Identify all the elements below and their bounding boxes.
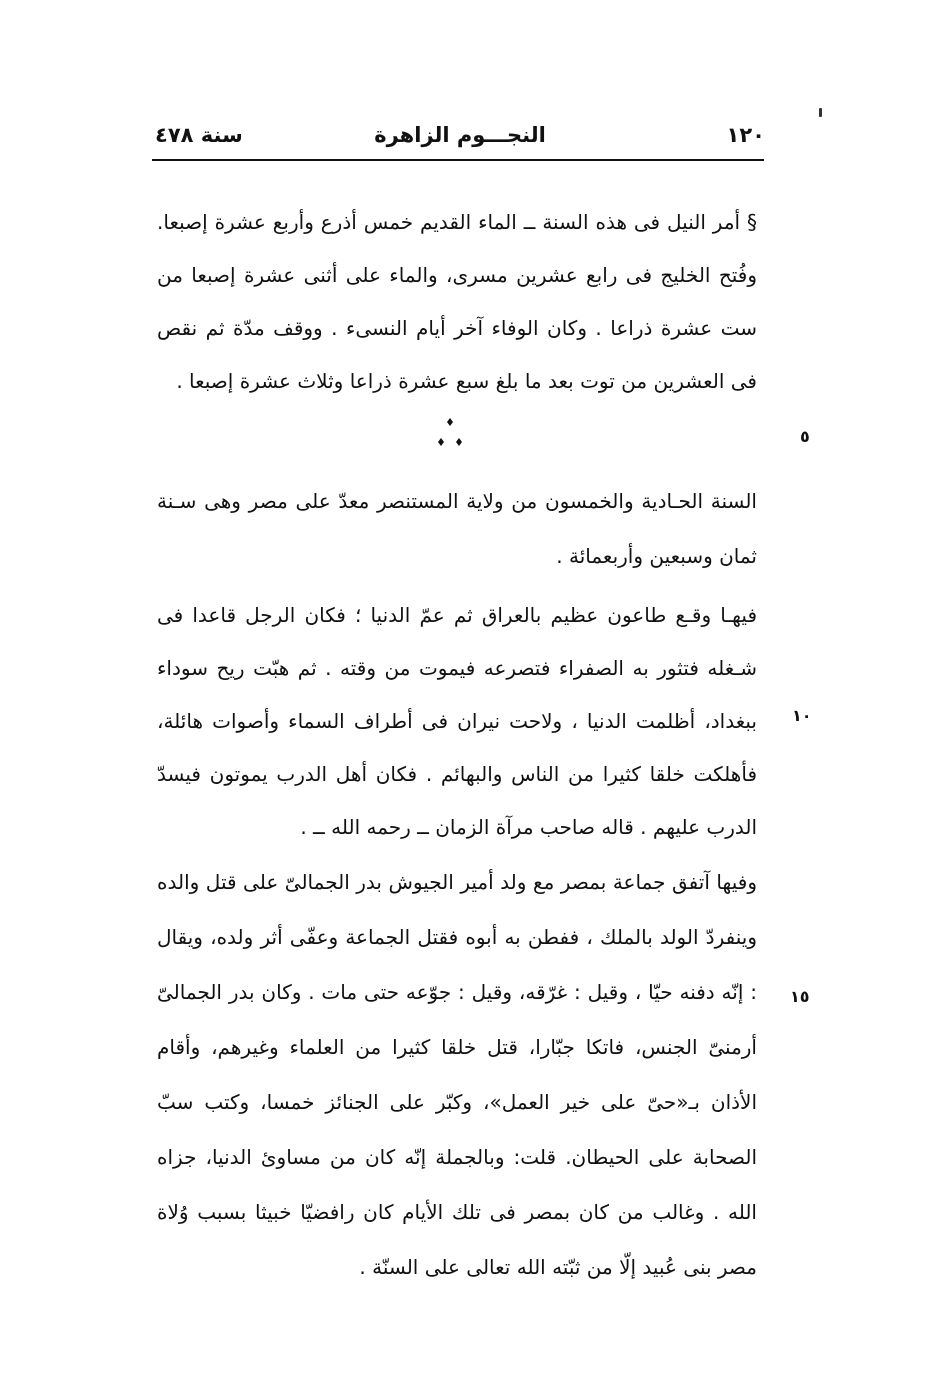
paragraph-text: § أمر النيل فى هذه السنة ــ الماء القديم خمس أذرع وأربع عشرة إصبعا. وفُتح الخليج فى رابع عشرين مسرى، والماء على أثنى عشرة إصبعا من ست عشرة ذراعا . وكان الوفاء آخر أيام النسىء . ووقف مدّة ثم نقص فى العشرين من توت بعد ما بلغ سبع عشرة ذراعا وثلاث عشرة إصبعا .: [157, 210, 757, 393]
paragraph-text: وفيها آتفق جماعة بمصر مع ولد أمير الجيوش بدر الجمالىّ على قتل والده وينفردّ الولد بالملك ، ففطن به أبوه فقتل الجماعة وعفّى أثر ولده، ويقال : إنّه دفنه حيّا ، وقيل : غرّقه، وقيل : جوّعه حتى مات . وكان بدر الجمالىّ أرمنىّ الجنس، فاتكا جبّارا، قتل خلقا كثيرا من العلماء وغيرهم، وأقام الأذان بـ«حىّ على خير العمل»، وكبّر على الجنائز خمسا، وكتب سبّ الصحابة على الحيطان. قلت: وبالجملة إنّه كان من مساوئ الدنيا، جزاه الله . وغالب من كان بمصر فى تلك الأيام كان رافضيّا خبيثا بسبب وُلاة مصر بنى عُبيد إلّا من ثبّته الله تعالى على السنّة .: [157, 870, 757, 1279]
paragraph-nile: [157, 196, 757, 408]
margin-line-number: ١٠: [792, 706, 812, 725]
paragraph-year-heading: [157, 474, 757, 584]
margin-line-number: ١٥: [790, 987, 810, 1006]
margin-line-number: ٥: [800, 427, 810, 446]
paragraph-text: فيهـا وقـع طاعون عظيم بالعراق ثم عمّ الدنيا ؛ فكان الرجل قاعدا فى شـغله فتثور به الصفراء فتصرعه فيموت من وقته . ثم هبّت ريح سوداء ببغداد، أظلمت الدنيا ، ولاحت نيران فى أطراف السماء وأصوات هائلة، فأهلكت خلقا كثيرا من الناس والبهائم . فكان أهل الدرب يموتون فيسدّ الدرب عليهم . قاله صاحب مرآة الزمان ــ رحمه الله ــ .: [157, 603, 757, 839]
section-ornament-icon: [430, 412, 470, 452]
paragraph-badr: [157, 855, 757, 1295]
scan-edge-mark: [819, 108, 822, 117]
header-rule: [152, 159, 764, 161]
paragraph-text: السنة الحـادية والخمسون من ولاية المستنصر معدّ على مصر وهى سـنة ثمان وسبعين وأربعمائة .: [157, 489, 757, 568]
header-year: سنة ٤٧٨: [155, 123, 243, 147]
page-number: ١٢٠: [726, 123, 765, 147]
running-title: النجـــوم الزاهرة: [374, 123, 546, 147]
running-header: [155, 115, 765, 157]
paragraph-plague: [157, 589, 757, 854]
